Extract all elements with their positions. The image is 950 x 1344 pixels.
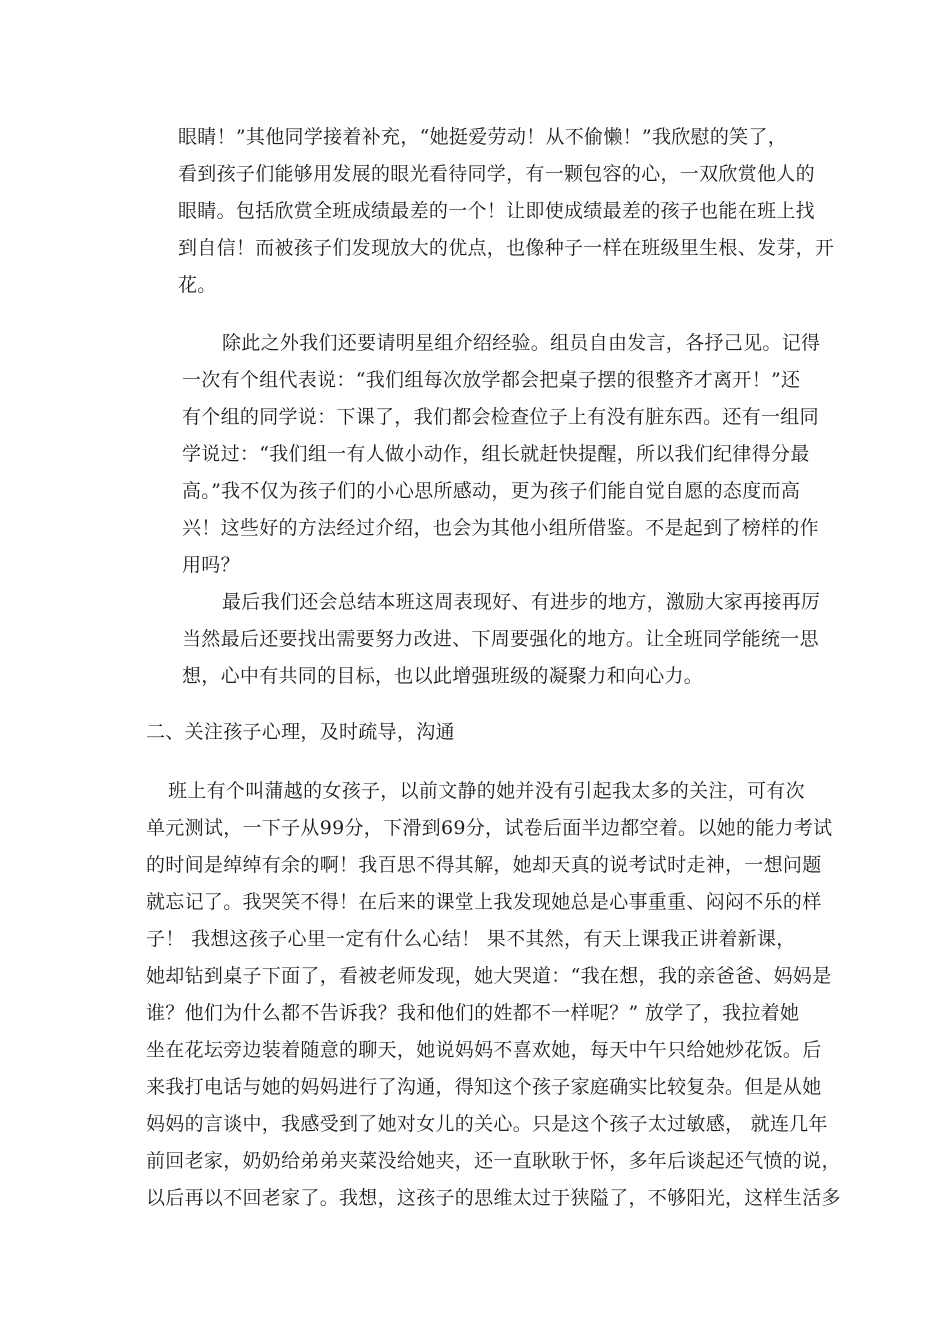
paragraph-3-line-2: 当然最后还要找出需要努力改进、下周要强化的地方。让全班同学能统一思 (182, 628, 819, 650)
paragraph-3-line-1: 最后我们还会总结本班这周表现好、有进步的地方，激励大家再接再厉 (222, 591, 821, 613)
paragraph-2-line-6: 兴！这些好的方法经过介绍，也会为其他小组所借鉴。不是起到了榜样的作 (182, 517, 819, 539)
paragraph-4-line-11: 前回老家，奶奶给弟弟夹菜没给她夹，还一直耿耿于怀，多年后谈起还气愤的说， (146, 1150, 841, 1172)
paragraph-4-line-9: 来我打电话与她的妈妈进行了沟通，得知这个孩子家庭确实比较复杂。但是从她 (146, 1076, 822, 1098)
paragraph-2-line-7: 用吗？ (182, 554, 240, 576)
paragraph-4-line-12: 以后再以不回老家了。我想，这孩子的思维太过于狭隘了，不够阳光，这样生活多 (146, 1187, 841, 1209)
paragraph-2-line-2: 一次有个组代表说：“我们组每次放学都会把桌子摆的很整齐才离开！”还 (182, 369, 801, 391)
paragraph-1-line-1: 眼睛！”其他同学接着补充，“她挺爱劳动！从不偷懒！”我欣慰的笑了， (178, 126, 788, 148)
paragraph-2-line-3: 有个组的同学说：下课了，我们都会检查位子上有没有脏东西。还有一组同 (182, 406, 819, 428)
section-heading: 二、关注孩子心理，及时疏导，沟通 (146, 721, 455, 743)
paragraph-4-line-6: 她却钻到桌子下面了，看被老师发现，她大哭道：“我在想，我的亲爸爸、妈妈是 (146, 965, 832, 987)
paragraph-2-line-5: 高。”我不仅为孩子们的小心思所感动，更为孩子们能自觉自愿的态度而高 (182, 480, 801, 502)
paragraph-4-line-2: 单元测试，一下子从99分，下滑到69分，试卷后面半边都空着。以她的能力考试 (146, 817, 833, 839)
paragraph-3-line-3: 想，心中有共同的目标，也以此增强班级的凝聚力和向心力。 (182, 665, 704, 687)
paragraph-4-line-3: 的时间是绰绰有余的啊！我百思不得其解，她却天真的说考试时走神，一想问题 (146, 854, 822, 876)
paragraph-4-line-8: 坐在花坛旁边装着随意的聊天，她说妈妈不喜欢她，每天中午只给她炒花饭。后 (146, 1039, 822, 1061)
paragraph-4-line-4: 就忘记了。我哭笑不得！在后来的课堂上我发现她总是心事重重、闷闷不乐的样 (146, 891, 822, 913)
paragraph-4-line-10: 妈妈的言谈中，我感受到了她对女儿的关心。只是这个孩子太过敏感， 就连几年 (146, 1113, 828, 1135)
paragraph-4-line-5: 子！ 我想这孩子心里一定有什么心结！ 果不其然，有天上课我正讲着新课， (146, 928, 796, 950)
paragraph-1-line-3: 眼睛。包括欣赏全班成绩最差的一个！让即使成绩最差的孩子也能在班上找 (178, 200, 815, 222)
paragraph-4-line-7: 谁？他们为什么都不告诉我？我和他们的姓都不一样呢？” 放学了，我拉着她 (146, 1002, 800, 1024)
paragraph-1-line-5: 花。 (178, 274, 217, 296)
paragraph-4-line-1: 班上有个叫蒲越的女孩子，以前文静的她并没有引起我太多的关注，可有次 (168, 780, 805, 802)
paragraph-2-line-4: 学说过：“我们组一有人做小动作，组长就赶快提醒，所以我们纪律得分最 (182, 443, 810, 465)
paragraph-1-line-2: 看到孩子们能够用发展的眼光看待同学，有一颗包容的心，一双欣赏他人的 (178, 163, 815, 185)
paragraph-2-line-1: 除此之外我们还要请明星组介绍经验。组员自由发言，各抒己见。记得 (222, 332, 821, 354)
paragraph-1-line-4: 到自信！而被孩子们发现放大的优点，也像种子一样在班级里生根、发芽，开 (178, 237, 835, 259)
